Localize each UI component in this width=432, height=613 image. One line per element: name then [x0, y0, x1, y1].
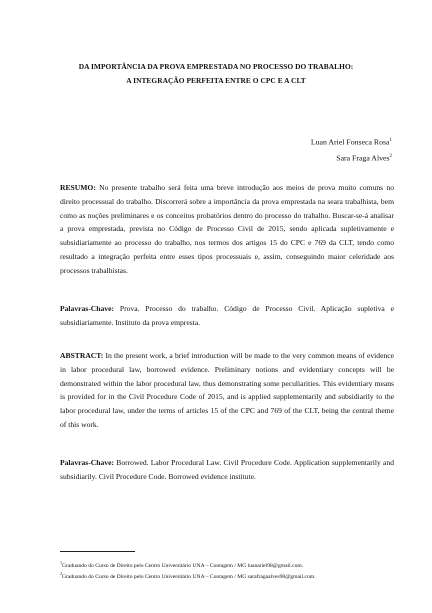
- keywords-en-paragraph: [60, 456, 394, 484]
- keywords-en-text: Borrowed. Labor Procedural Law. Civil Procedure Code. Application supplementarily and subsidiarily. Civil Procedure Code. Borrowed evidence institute.: [60, 458, 394, 481]
- resumo-text: No presente trabalho será feita uma breve introdução aos meios de prova muito comuns no direito processual do trabalho. Discorrerá sobre a importância da prova emprestada na seara trabalhista, bem como as noções preliminares e os conceitos probatórios dentro do processo do trabalho. Buscar-se-á analisar a prova emprestada, prevista no Código de Processo Civil de 2015, sendo aplicada supletivamente e subsidiariamente ao processo do trabalho, nos termos dos artigos 15 do CPC e 769 da CLT, tendo como resultado a integração perfeita entre esses tipos processuais e, assim, conseguindo maior celeridade aos processos trabalhistas.: [60, 183, 394, 275]
- footnote-mark: 1: [60, 560, 62, 565]
- footnote-text: Graduando do Curso de Direito pelo Centro Universitário UNA – Contagem / MG sarafragaalves98@gmail.com.: [62, 574, 316, 581]
- footnote-mark: 2: [389, 153, 392, 159]
- author-2: [311, 150, 392, 166]
- footnote-divider: [60, 551, 135, 552]
- keywords-label: Palavras-Chave:: [60, 304, 114, 313]
- paper-title: [40, 60, 392, 88]
- resumo-label: RESUMO:: [60, 183, 96, 192]
- footnote-1: [60, 559, 400, 570]
- abstract-text: In the present work, a brief introduction will be made to the very common means of evidence in labor procedural law, borrowed evidence. Preliminary notions and evidentiary concepts will be demonstrated within the labor procedural law, thus demonstrating some peculiarities. This evidentiary means is provided for in the Civil Procedure Code of 2015, and is applied supplementarily and subsidiarily to the labor procedural law, under the terms of articles 15 of the CPC and 769 of the CLT, being the central theme of this work.: [60, 351, 394, 429]
- abstract-paragraph: [60, 349, 394, 432]
- author-name: Sara Fraga Alves: [336, 153, 390, 163]
- footnote-mark: 1: [389, 138, 392, 143]
- footnotes: [60, 559, 400, 582]
- title-line-1: DA IMPORTÂNCIA DA PROVA EMPRESTADA NO PROCESSO DO TRABALHO:: [78, 62, 354, 71]
- abstract-label: ABSTRACT:: [60, 351, 104, 360]
- resumo-paragraph: [60, 181, 394, 278]
- keywords-en-label: Palavras-Chave:: [60, 458, 114, 467]
- keywords-text: Prova. Processo do trabalho. Código de Processo Civil. Aplicação supletiva e subsidiariamente. Instituto da prova empresta.: [60, 304, 394, 327]
- footnote-2: [60, 570, 400, 581]
- author-list: [311, 134, 392, 165]
- footnote-text: Graduando do Curso de Direito pelo Centro Universitário UNA – Contagem / MG luanariel98@gmail.com.: [62, 562, 304, 569]
- author-1: [311, 134, 392, 150]
- title-line-2: A INTEGRAÇÃO PERFEITA ENTRE O CPC E A CLT: [126, 76, 306, 85]
- author-name: Luan Ariel Fonseca Rosa: [310, 137, 390, 147]
- keywords-paragraph: [60, 302, 394, 330]
- footnote-mark: 2: [60, 571, 62, 577]
